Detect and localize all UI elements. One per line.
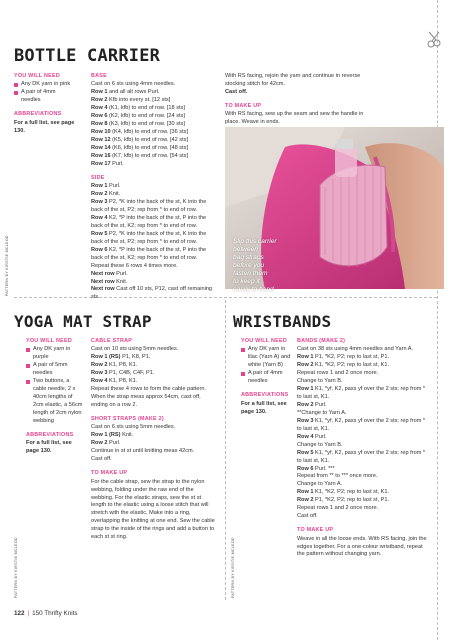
- pattern-row: [91, 145, 215, 153]
- page-footer: 122 | 150 Thrifty Knits: [14, 610, 78, 617]
- bottle-need-heading: YOU WILL NEED: [14, 73, 60, 79]
- pattern-row-text: Cast off 10 sts, P12, cast off remaining sts.: [91, 286, 213, 301]
- wrist-bands-heading: BANDS (MAKE 2): [297, 338, 346, 344]
- pattern-row-text: Cast on 6 sts using 5mm needles.: [91, 424, 176, 431]
- pattern-row-label: Row 1: [297, 489, 314, 496]
- pattern-row-label: Row 6: [297, 465, 314, 472]
- pattern-row-label: Row 2: [297, 402, 314, 409]
- pattern-row-text: K1, P8, K1.: [107, 378, 138, 385]
- pattern-row-text: Purl.: [107, 183, 121, 190]
- pattern-row: [297, 481, 427, 489]
- pattern-row-text: Repeat from ** to *** once more.: [297, 473, 378, 480]
- pattern-row-text: K1, *K2, P2; rep to last st, K1.: [313, 489, 390, 496]
- bottle-abbr-heading: ABBREVIATIONS: [14, 111, 62, 118]
- pattern-row-text: Knit.: [120, 432, 134, 439]
- bottle-credit: PATTERN BY KIRSTIE MCLEOD: [5, 235, 9, 296]
- wrist-bands-rows: [297, 346, 427, 521]
- yoga-cable-rows: [91, 346, 216, 410]
- pattern-row-text: (K6, kfb) to end of row. [48 sts]: [110, 144, 189, 151]
- pattern-row-text: Change to Yarn B.: [297, 441, 343, 448]
- pattern-row-text: (K3, kfb) to end of row. [30 sts]: [107, 121, 185, 128]
- pattern-row: [91, 113, 215, 121]
- need-item: A pair of 4mm needles: [14, 89, 76, 105]
- pattern-row-label: Row 12: [91, 137, 111, 144]
- yoga-credit: PATTERN BY KIRSTIE MCLEOD: [14, 537, 18, 598]
- cut-line-right: [437, 0, 438, 640]
- need-item: A pair of 4mm needles: [241, 370, 295, 386]
- wrist-need-column: [241, 338, 295, 417]
- pattern-row-text: Continue in st st until knitting meas 42cm.: [91, 448, 195, 455]
- bottle-finish-column: [225, 73, 365, 127]
- caption-line: to keep it: [233, 278, 260, 286]
- pattern-row: [297, 346, 427, 354]
- pattern-row-label: Row 1 (RS): [91, 432, 121, 439]
- pattern-row: [297, 473, 427, 481]
- pattern-row: [91, 183, 215, 191]
- yoga-main-column: [91, 338, 216, 542]
- wrist-abbr-text: For a full list, see page 130.: [241, 400, 287, 415]
- yoga-short-rows: [91, 424, 216, 464]
- pattern-row: [297, 418, 427, 434]
- pattern-row-text: Purl.: [110, 160, 124, 167]
- need-item: Any DK yarn in lilac (Yarn A) and white (Yarn B): [241, 346, 295, 370]
- bottle-base-column: [91, 73, 215, 302]
- pattern-row-text: Cast off.: [297, 513, 318, 520]
- pattern-row-text: Purl.: [313, 433, 327, 440]
- pattern-row: [91, 215, 215, 231]
- pattern-row: [91, 191, 215, 199]
- yoga-need-column: [26, 338, 84, 456]
- pattern-row-text: (K1, kfb) to end of row. [18 sts]: [107, 105, 185, 112]
- pattern-row-label: Next row: [91, 270, 115, 277]
- pattern-row: [91, 362, 216, 370]
- pattern-row: [91, 386, 216, 410]
- pattern-row: [91, 199, 215, 215]
- pattern-row-label: Row 3: [91, 199, 108, 206]
- bottle-finish-text: With RS facing, rejoin the yarn and continue in reverse stocking stitch for 42cm.: [225, 73, 361, 87]
- pattern-row-label: Row 4: [91, 105, 108, 112]
- pattern-row-label: Row 2: [91, 191, 108, 198]
- pattern-row: [91, 286, 215, 302]
- pattern-row-text: K1, *K2, P2; rep to last st, K1.: [313, 362, 390, 369]
- pattern-row-text: K1, *yf, K2, pass yf over the 2 sts; rep from * to last st, K1.: [297, 449, 426, 464]
- pattern-row-text: Purl.: [313, 402, 327, 409]
- pattern-row: [91, 247, 215, 263]
- bottle-base-heading: BASE: [91, 73, 107, 79]
- pattern-row: [297, 402, 427, 410]
- pattern-row-label: Row 1: [91, 183, 108, 190]
- pattern-row-text: Repeat rows 1 and 2 once more.: [297, 505, 379, 512]
- pattern-row: [91, 129, 215, 137]
- pattern-row: [297, 354, 427, 362]
- pattern-row-text: K1, *yf, K2, pass yf over the 2 sts; rep from * to last st, K1.: [297, 386, 426, 401]
- pattern-row-text: Change to Yarn B.: [297, 378, 343, 385]
- pattern-row-text: K1, *yf, K2, pass yf over the 2 sts; rep from * to last st, K1.: [297, 417, 426, 432]
- pattern-row-label: Row 10: [91, 129, 111, 136]
- bottle-side-rows: [91, 183, 215, 302]
- pattern-row-text: P2, *K into the back of the st, K into the back of the st, P2; rep from * to end of row.: [91, 199, 207, 214]
- pattern-row: [297, 370, 427, 378]
- pattern-row: [297, 450, 427, 466]
- pattern-row-label: Row 1: [297, 354, 314, 361]
- page-number: 122: [14, 610, 25, 617]
- pattern-row-text: Change to Yarn A.: [297, 481, 343, 488]
- pattern-row-label: Row 1: [297, 386, 314, 393]
- pattern-row: [91, 105, 215, 113]
- pattern-row: [91, 456, 216, 464]
- pattern-row-text: **Change to Yarn A.: [297, 409, 347, 416]
- pattern-row-label: Row 2: [91, 97, 108, 104]
- bottle-base-rows: [91, 81, 215, 168]
- wrist-credit: PATTERN BY KIRSTIE MCLEOD: [231, 537, 235, 598]
- pattern-row-text: Kfb into every st. [12 sts]: [107, 97, 171, 104]
- need-item: Any DK yarn in pink: [14, 81, 76, 89]
- pattern-row: [91, 424, 216, 432]
- pattern-row-label: Row 2: [297, 362, 314, 369]
- pattern-row: [91, 440, 216, 448]
- pattern-row: [91, 370, 216, 378]
- pattern-row: [297, 513, 427, 521]
- pattern-row-text: Cast on 10 sts using 5mm needles.: [91, 346, 179, 353]
- pattern-row: [297, 362, 427, 370]
- pattern-row-text: Purl.: [114, 270, 128, 277]
- caption-line: fasten them: [233, 270, 268, 278]
- wrist-abbr-heading: ABBREVIATIONS: [241, 392, 289, 399]
- pattern-row-text: P1, *K2, P2; rep to last st, P1.: [313, 354, 390, 361]
- pattern-row-text: K2, *P into the back of the st, P into the back of the st, K2; rep from * to end of row.: [91, 246, 207, 261]
- pattern-row: [91, 153, 215, 161]
- pattern-row-text: P1, C4B, C4F, P1.: [107, 370, 155, 377]
- pattern-row-label: Row 2: [297, 497, 314, 504]
- pattern-row-text: Knit.: [114, 278, 128, 285]
- pattern-row: [91, 81, 215, 89]
- pattern-row-text: Cast on 38 sts using 4mm needles and Yarn A.: [297, 346, 414, 353]
- pattern-row: [297, 410, 427, 418]
- scissors-icon: [423, 30, 443, 48]
- pattern-row: [91, 448, 216, 456]
- caption-line: bag straps: [233, 254, 264, 262]
- wrist-makeup-heading: TO MAKE UP: [297, 527, 334, 534]
- yoga-abbr-heading: ABBREVIATIONS: [26, 431, 74, 438]
- pattern-row: [297, 386, 427, 402]
- pattern-row-label: Row 14: [91, 144, 111, 151]
- pattern-row: [91, 271, 215, 279]
- pattern-row-text: (K4, kfb) to end of row. [36 sts]: [110, 129, 189, 136]
- cut-line-middle: [14, 297, 437, 298]
- bottle-finish-castoff: Cast off.: [225, 88, 248, 95]
- yoga-short-heading: SHORT STRAPS (MAKE 2): [91, 415, 164, 422]
- photo-caption: [233, 238, 277, 294]
- pattern-row: [91, 121, 215, 129]
- pattern-row: [297, 442, 427, 450]
- page-title-yoga: YOGA MAT STRAP: [14, 312, 152, 331]
- need-item: A pair of 5mm needles: [26, 362, 84, 378]
- pattern-row-label: Next row: [91, 286, 115, 293]
- bottle-makeup-text: With RS facing, sew up the seam and sew the handle in place. Weave in ends.: [225, 111, 364, 126]
- pattern-row-label: Row 3: [297, 417, 314, 424]
- page-title-wrist: WRISTBANDS: [233, 312, 332, 331]
- pattern-row: [91, 97, 215, 105]
- pattern-row-text: Cast on 6 sts using 4mm needles.: [91, 81, 176, 88]
- pattern-row-label: Row 5: [91, 230, 108, 237]
- pattern-row-text: P1, *K2, P2; rep to last st, P1.: [313, 497, 390, 504]
- pattern-row: [297, 466, 427, 474]
- publication-title: 150 Thrifty Knits: [32, 610, 78, 617]
- need-item: Two buttons, a cable needle, 2 x 40cm lengths of 2cm elastic, a 56cm length of 2cm nylon webbing: [26, 378, 84, 426]
- pattern-row: [91, 89, 215, 97]
- wrist-makeup-text: Weave in all the loose ends. With RS facing, join the edges together. For a one-colour wristband, repeat the pattern without changing yarn.: [297, 535, 427, 558]
- pattern-row-text: Purl.: [107, 440, 121, 447]
- yoga-cable-heading: CABLE STRAP: [91, 338, 133, 344]
- pattern-row-label: Row 6: [91, 113, 108, 120]
- pattern-row-label: Row 3: [91, 370, 108, 377]
- pattern-row: [91, 378, 216, 386]
- wrist-need-heading: YOU WILL NEED: [241, 338, 287, 344]
- pattern-row-text: (K5, kfb) to end of row. [42 sts]: [110, 137, 189, 144]
- pattern-row-text: P1, K8, P1.: [120, 354, 151, 361]
- pattern-row-text: Purl. ***: [313, 465, 335, 472]
- pattern-row-label: Row 17: [91, 160, 111, 167]
- pattern-row: [297, 434, 427, 442]
- pattern-row: [91, 346, 216, 354]
- caption-line: before you: [233, 262, 265, 270]
- bottle-need-column: [14, 73, 76, 136]
- pattern-row: [91, 354, 216, 362]
- caption-line: easily to hand.: [233, 286, 276, 294]
- pattern-row-label: Row 4: [91, 378, 108, 385]
- pattern-row: [91, 231, 215, 247]
- pattern-row-text: Repeat these 6 rows 4 times more.: [91, 262, 178, 269]
- pattern-row-text: (K2, kfb) to end of row. [24 sts]: [107, 113, 185, 120]
- pattern-row-text: K1, P8, K1.: [107, 362, 138, 369]
- pattern-row: [91, 161, 215, 169]
- caption-line: Slip this carrier: [233, 238, 277, 245]
- pattern-row: [297, 505, 427, 513]
- pattern-row-text: Cast off.: [91, 456, 112, 463]
- pattern-row: [91, 279, 215, 287]
- pattern-row-label: Row 1: [91, 89, 108, 96]
- pattern-row-text: Repeat rows 1 and 2 once more.: [297, 370, 379, 377]
- pattern-row-label: Row 16: [91, 152, 111, 159]
- pattern-row: [297, 378, 427, 386]
- pattern-row: [91, 432, 216, 440]
- bottle-side-heading: SIDE: [91, 174, 105, 181]
- pattern-row-label: Row 1 (RS): [91, 354, 121, 361]
- bottle-abbr-text: For a full list, see page 130.: [14, 119, 75, 134]
- pattern-row: [297, 489, 427, 497]
- wrist-main-column: [297, 338, 427, 559]
- pattern-row-label: Next row: [91, 278, 115, 285]
- pattern-row: [91, 137, 215, 145]
- pattern-row: [91, 263, 215, 271]
- pattern-row-text: (K7, kfb) to end of row. [54 sts]: [110, 152, 189, 159]
- yoga-abbr-text: For a full list, see page 130.: [26, 440, 72, 455]
- yoga-makeup-heading: TO MAKE UP: [91, 470, 128, 477]
- need-item: Any DK yarn in purple: [26, 346, 84, 362]
- bottle-makeup-heading: TO MAKE UP: [225, 102, 262, 109]
- pattern-row-text: Knit.: [107, 191, 121, 198]
- pattern-row: [297, 497, 427, 505]
- pattern-row-label: Row 2: [91, 362, 108, 369]
- pattern-row-label: Row 6: [91, 246, 108, 253]
- pattern-row-label: Row 8: [91, 121, 108, 128]
- pattern-row-label: Row 4: [91, 215, 108, 222]
- yoga-makeup-text: For the cable strap, sew the strap to the nylon webbing, folding under the raw end of the webbing. For the elastic straps, sew the st st length to the elastic using a loose stitch that will stretch with the elastic. Make into a ring, overlapping the knitting at one end. Sew the cable strap to the inside of the rings and add a button to each st st ring.: [91, 478, 215, 541]
- cut-line-split: [225, 300, 226, 600]
- pattern-row-label: Row 2: [91, 440, 108, 447]
- pattern-row-label: Row 5: [297, 449, 314, 456]
- pattern-row-text: K2, *P into the back of the st, P into the back of the st, K2; rep from * to end of row.: [91, 215, 207, 229]
- pattern-row-text: P2, *K into the back of the st, K into the back of the st, P2; rep from * to end of row.: [91, 230, 207, 245]
- pattern-row-label: Row 4: [297, 433, 314, 440]
- yoga-need-heading: YOU WILL NEED: [26, 338, 72, 344]
- page-title-bottle: BOTTLE CARRIER: [14, 46, 161, 66]
- pattern-row-text: and all alt rows Purl.: [107, 89, 160, 96]
- caption-line: between: [233, 246, 258, 254]
- pattern-row-text: Repeat these 4 rows to form the cable pattern. When the strap meas approx 54cm, cast off, ending on a row 2.: [91, 386, 207, 409]
